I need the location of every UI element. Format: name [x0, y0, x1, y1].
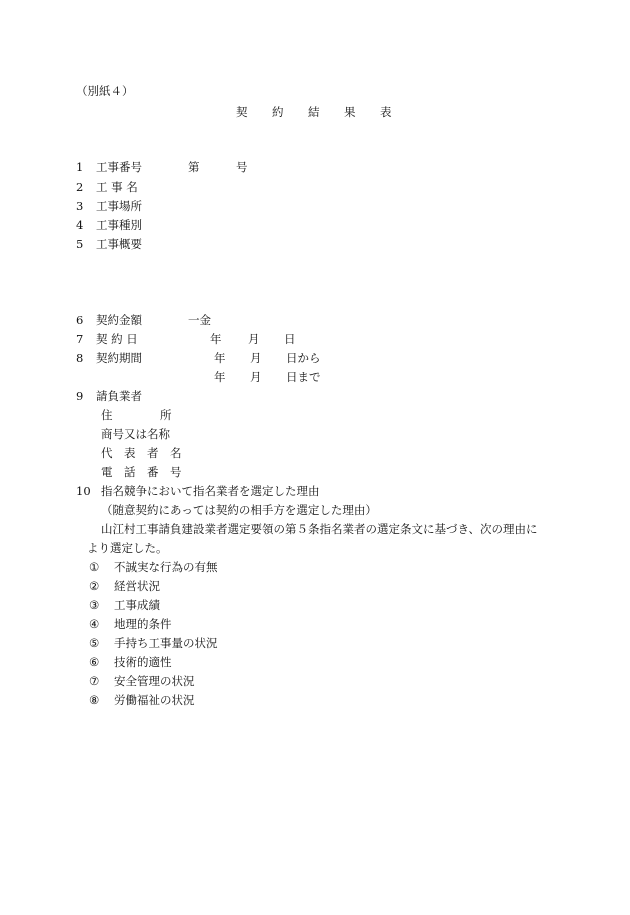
- item-9-label: 請負業者: [96, 389, 142, 403]
- reason-line-1: 山江村工事請負建設業者選定要領の第５条指名業者の選定条文に基づき、次の理由に: [101, 522, 538, 536]
- item-1-suffix: 号: [236, 160, 248, 174]
- item-8-from-year: 年: [214, 351, 226, 365]
- title-char: 約: [272, 105, 284, 119]
- item-8-to-day: 日まで: [286, 370, 321, 384]
- item-1-label: 工事番号: [96, 160, 142, 174]
- contractor-rep-label: 代 表 者 名: [101, 446, 182, 460]
- reason-3-text: 工事成績: [114, 598, 160, 612]
- contractor-address-label-a: 住: [101, 408, 113, 422]
- reason-line-2: より選定した。: [87, 541, 168, 555]
- title-char: 契: [236, 105, 248, 119]
- item-2-label: 工 事 名: [96, 180, 138, 194]
- item-3-number: 3: [76, 199, 84, 213]
- reason-7-mark: ⑦: [89, 674, 100, 688]
- item-10-label: 指名競争において指名業者を選定した理由: [101, 484, 320, 498]
- attachment-label: （別紙４）: [76, 84, 134, 98]
- contractor-name-label: 商号又は名称: [101, 427, 170, 441]
- item-4-number: 4: [76, 218, 84, 232]
- item-6-label: 契約金額: [96, 313, 142, 327]
- item-8-to-month: 月: [250, 370, 262, 384]
- item-7-label: 契 約 日: [96, 332, 138, 346]
- reason-5-mark: ⑤: [89, 636, 100, 650]
- item-7-month: 月: [248, 332, 260, 346]
- item-3-label: 工事場所: [96, 199, 142, 213]
- item-10-number: 10: [76, 484, 91, 498]
- item-6-number: 6: [76, 313, 84, 327]
- item-7-number: 7: [76, 332, 84, 346]
- reason-6-mark: ⑥: [89, 655, 100, 669]
- item-2-number: 2: [76, 180, 84, 194]
- item-4-label: 工事種別: [96, 218, 142, 232]
- reason-8-text: 労働福祉の状況: [114, 693, 195, 707]
- document-title: [236, 104, 416, 120]
- item-5-label: 工事概要: [96, 237, 142, 251]
- item-9-number: 9: [76, 389, 84, 403]
- reason-8-mark: ⑧: [89, 693, 100, 707]
- item-8-from-day: 日から: [286, 351, 321, 365]
- reason-6-text: 技術的適性: [114, 655, 172, 669]
- item-8-from-month: 月: [250, 351, 262, 365]
- reason-4-mark: ④: [89, 617, 100, 631]
- title-char: 果: [344, 105, 356, 119]
- reason-3-mark: ③: [89, 598, 100, 612]
- item-6-value: 一金: [188, 313, 211, 327]
- item-7-year: 年: [210, 332, 222, 346]
- reason-note: （随意契約にあっては契約の相手方を選定した理由）: [101, 503, 377, 517]
- reason-2-text: 経営状況: [114, 579, 160, 593]
- reason-4-text: 地理的条件: [114, 617, 172, 631]
- item-1-number: 1: [76, 160, 84, 174]
- contractor-address-label-b: 所: [160, 408, 172, 422]
- item-1-prefix: 第: [188, 160, 200, 174]
- item-5-number: 5: [76, 237, 84, 251]
- item-8-to-year: 年: [214, 370, 226, 384]
- reason-7-text: 安全管理の状況: [114, 674, 195, 688]
- title-char: 表: [380, 105, 392, 119]
- reason-1-text: 不誠実な行為の有無: [114, 560, 218, 574]
- item-8-label: 契約期間: [96, 351, 142, 365]
- reason-5-text: 手持ち工事量の状況: [114, 636, 218, 650]
- contractor-phone-label: 電 話 番 号: [101, 465, 182, 479]
- item-8-number: 8: [76, 351, 84, 365]
- reason-1-mark: ①: [89, 560, 100, 574]
- title-char: 結: [308, 105, 320, 119]
- reason-2-mark: ②: [89, 579, 100, 593]
- item-7-day: 日: [284, 332, 296, 346]
